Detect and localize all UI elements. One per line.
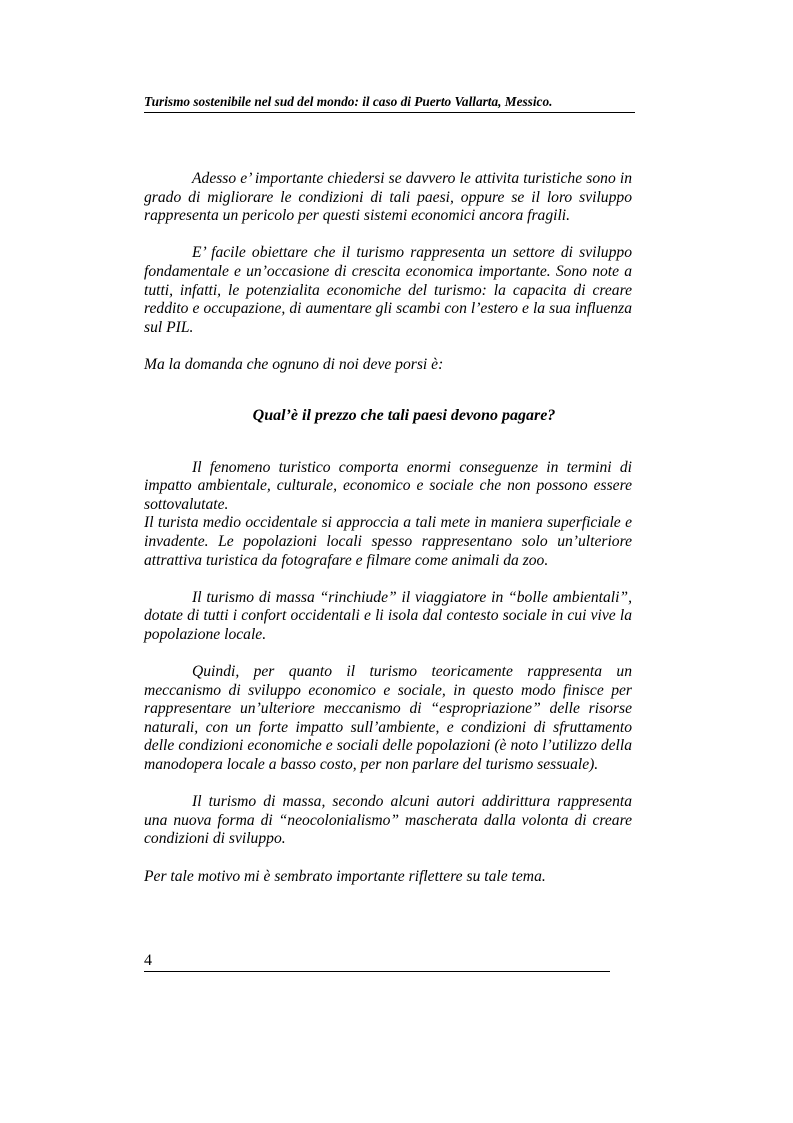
paragraph-1: Adesso e’ importante chiedersi se davvero le attivita turistiche sono in grado di migliorare le condizioni di tali paesi, oppure se il loro sviluppo rappresenta un pericolo per questi sistemi economici ancora fragili. bbox=[144, 170, 632, 225]
paragraph-4b: Il turista medio occidentale si approccia a tali mete in maniera superficiale e invadente. Le popolazioni locali spesso rappresentano solo un’ulteriore attrattiva turistica da fotografare e filmare come animali da zoo. bbox=[144, 514, 632, 569]
paragraph-3: Ma la domanda che ognuno di noi deve porsi è: bbox=[144, 355, 444, 373]
paragraph-4a: Il fenomeno turistico comporta enormi conseguenze in termini di impatto ambientale, culturale, economico e sociale che non possono essere sottovalutate. bbox=[144, 458, 632, 513]
page-number: 4 bbox=[144, 952, 152, 969]
body-text bbox=[144, 170, 632, 886]
paragraph-2: E’ facile obiettare che il turismo rappresenta un settore di sviluppo fondamentale e un’occasione di crescita economica importante. Sono note a tutti, infatti, le potenzialita economiche del turismo: la capacita di creare reddito e occupazione, di aumentare gli scambi con l’estero e la sua influenza sul PIL. bbox=[144, 244, 632, 336]
page-footer bbox=[144, 951, 610, 972]
paragraph-8: Per tale motivo mi è sembrato importante riflettere su tale tema. bbox=[144, 867, 546, 885]
running-header bbox=[144, 92, 635, 113]
running-header-title: Turismo sostenibile nel sud del mondo: il caso di Puerto Vallarta, Messico. bbox=[144, 94, 553, 109]
paragraph-7: Il turismo di massa, secondo alcuni autori addirittura rappresenta una nuova forma di “neocolonialismo” mascherata dalla volonta di creare condizioni di sviluppo. bbox=[144, 793, 632, 848]
paragraph-5: Il turismo di massa “rinchiude” il viaggiatore in “bolle ambientali”, dotate di tutti i confort occidentali e li isola dal contesto sociale in cui vive la popolazione locale. bbox=[144, 588, 632, 643]
section-heading: Qual’è il prezzo che tali paesi devono pagare? bbox=[252, 406, 556, 424]
paragraph-6: Quindi, per quanto il turismo teoricamente rappresenta un meccanismo di sviluppo economico e sociale, in questo modo finisce per rappresentare un’ulteriore meccanismo di “espropriazione” delle risorse naturali, con un forte impatto sull’ambiente, e condizioni di sfruttamento delle condizioni economiche e sociali delle popolazioni (è noto l’utilizzo della manodopera locale a basso costo, per non parlare del turismo sessuale). bbox=[144, 663, 632, 774]
